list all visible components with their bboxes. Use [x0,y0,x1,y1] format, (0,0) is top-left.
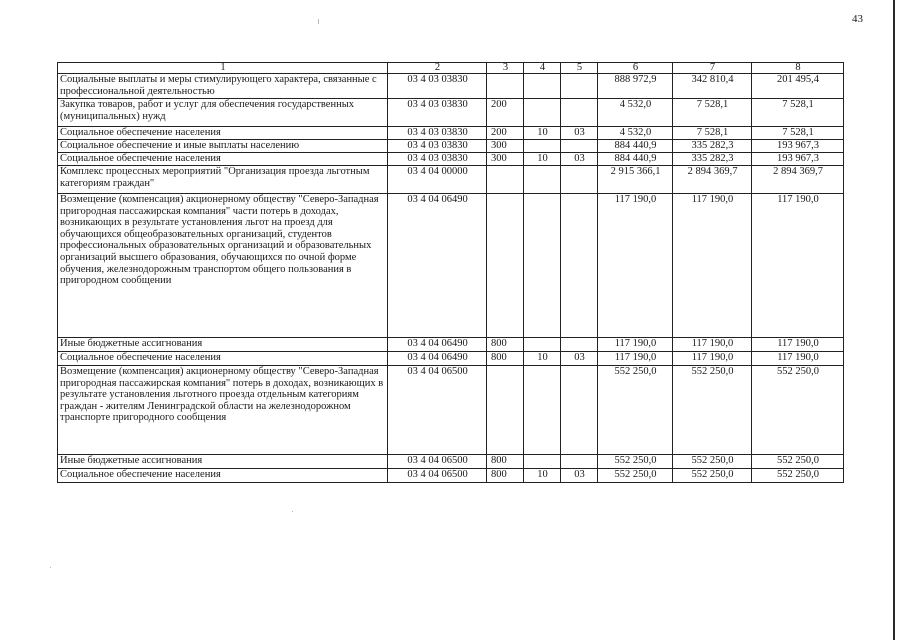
row-value-6: 552 250,0 [598,455,673,469]
row-subsection [561,338,598,352]
row-code: 03 4 04 06500 [388,469,487,483]
row-subsection [561,455,598,469]
row-subsection [561,166,598,194]
header-cell: 8 [752,63,844,74]
header-cell: 7 [673,63,752,74]
row-value-6: 884 440,9 [598,140,673,153]
row-section: 10 [524,127,561,140]
row-code: 03 4 03 03830 [388,153,487,166]
row-value-7: 335 282,3 [673,153,752,166]
row-value-6: 4 532,0 [598,127,673,140]
row-value-6: 888 972,9 [598,74,673,99]
row-value-8: 552 250,0 [752,455,844,469]
table-row [58,352,844,366]
row-section: 10 [524,153,561,166]
row-value-7: 552 250,0 [673,366,752,455]
row-expense-type [487,166,524,194]
table-row [58,194,844,338]
page-edge [893,0,895,640]
row-name: Возмещение (компенсация) акционерному обществу "Северо-Западная пригородная пассажирская компания" потерь в доходах, возникающих в результате установления льготного проезда отдельным категориям граждан - жителям Ленинградской области на железнодорожном транспорте пригородного сообщения [58,366,388,455]
row-subsection [561,74,598,99]
row-name: Возмещение (компенсация) акционерному обществу "Северо-Западная пригородная пассажирская компания" части потерь в доходах, возникающих в результате установления льгот на проезд для обучающихся общеобразовательных организаций, студентов профессиональных образовательных организаций и образовательных организаций высшего образования, обучающихся по очной форме обучения, железнодорожным транспортом общего пользования в пригородном сообщении [58,194,388,338]
page-number: 43 [852,13,863,25]
row-value-7: 335 282,3 [673,140,752,153]
row-value-7: 552 250,0 [673,469,752,483]
row-code: 03 4 03 03830 [388,99,487,127]
row-expense-type: 800 [487,455,524,469]
row-value-7: 7 528,1 [673,127,752,140]
row-name: Иные бюджетные ассигнования [58,338,388,352]
header-cell: 1 [58,63,388,74]
table-header-row [58,63,844,74]
row-name: Социальное обеспечение населения [58,153,388,166]
row-value-8: 193 967,3 [752,153,844,166]
row-expense-type: 300 [487,140,524,153]
row-value-8: 117 190,0 [752,194,844,338]
row-code: 03 4 04 06500 [388,366,487,455]
row-value-6: 117 190,0 [598,338,673,352]
row-section [524,99,561,127]
row-name: Социальное обеспечение населения [58,469,388,483]
row-code: 03 4 03 03830 [388,74,487,99]
row-code: 03 4 04 06500 [388,455,487,469]
row-value-7: 552 250,0 [673,455,752,469]
row-code: 03 4 03 03830 [388,127,487,140]
row-value-6: 117 190,0 [598,352,673,366]
row-value-8: 2 894 369,7 [752,166,844,194]
row-value-8: 117 190,0 [752,352,844,366]
row-subsection [561,140,598,153]
row-name: Социальное обеспечение населения [58,127,388,140]
row-code: 03 4 04 06490 [388,194,487,338]
row-value-6: 117 190,0 [598,194,673,338]
row-name: Социальные выплаты и меры стимулирующего характера, связанные с профессиональной деятельностью [58,74,388,99]
row-value-6: 4 532,0 [598,99,673,127]
scan-speck [50,567,51,568]
row-subsection [561,99,598,127]
header-cell: 3 [487,63,524,74]
table-row [58,338,844,352]
row-expense-type: 200 [487,99,524,127]
scan-speck [292,511,293,512]
row-section: 10 [524,352,561,366]
row-expense-type: 300 [487,153,524,166]
row-value-6: 2 915 366,1 [598,166,673,194]
row-value-8: 201 495,4 [752,74,844,99]
row-expense-type: 800 [487,352,524,366]
header-cell: 6 [598,63,673,74]
table-row [58,455,844,469]
table-row [58,166,844,194]
row-subsection: 03 [561,127,598,140]
table-row [58,74,844,99]
row-value-6: 884 440,9 [598,153,673,166]
row-name: Закупка товаров, работ и услуг для обеспечения государственных (муниципальных) нужд [58,99,388,127]
row-section [524,166,561,194]
row-value-7: 7 528,1 [673,99,752,127]
row-section [524,140,561,153]
row-subsection [561,366,598,455]
row-section [524,74,561,99]
row-value-8: 117 190,0 [752,338,844,352]
header-cell: 5 [561,63,598,74]
row-value-8: 552 250,0 [752,469,844,483]
table-row [58,140,844,153]
row-value-7: 117 190,0 [673,338,752,352]
row-subsection: 03 [561,469,598,483]
row-expense-type: 800 [487,469,524,483]
row-code: 03 4 03 03830 [388,140,487,153]
row-code: 03 4 04 06490 [388,352,487,366]
row-value-6: 552 250,0 [598,469,673,483]
row-value-7: 342 810,4 [673,74,752,99]
row-expense-type [487,194,524,338]
row-name: Комплекс процессных мероприятий "Организация проезда льготным категориям граждан" [58,166,388,194]
row-value-8: 193 967,3 [752,140,844,153]
table-row [58,469,844,483]
row-name: Социальное обеспечение и иные выплаты населению [58,140,388,153]
row-name: Иные бюджетные ассигнования [58,455,388,469]
row-expense-type [487,366,524,455]
scan-speck [318,19,319,24]
table-row [58,366,844,455]
row-code: 03 4 04 06490 [388,338,487,352]
header-cell: 2 [388,63,487,74]
budget-table [57,62,844,483]
row-subsection: 03 [561,153,598,166]
row-value-8: 552 250,0 [752,366,844,455]
row-value-6: 552 250,0 [598,366,673,455]
header-cell: 4 [524,63,561,74]
row-subsection: 03 [561,352,598,366]
table-row [58,99,844,127]
row-subsection [561,194,598,338]
row-section [524,194,561,338]
row-expense-type: 200 [487,127,524,140]
row-section [524,366,561,455]
row-name: Социальное обеспечение населения [58,352,388,366]
row-section [524,338,561,352]
row-value-7: 2 894 369,7 [673,166,752,194]
row-expense-type [487,74,524,99]
row-value-8: 7 528,1 [752,99,844,127]
row-value-7: 117 190,0 [673,352,752,366]
row-expense-type: 800 [487,338,524,352]
row-section: 10 [524,469,561,483]
table-row [58,127,844,140]
table-row [58,153,844,166]
row-value-8: 7 528,1 [752,127,844,140]
row-section [524,455,561,469]
row-value-7: 117 190,0 [673,194,752,338]
row-code: 03 4 04 00000 [388,166,487,194]
